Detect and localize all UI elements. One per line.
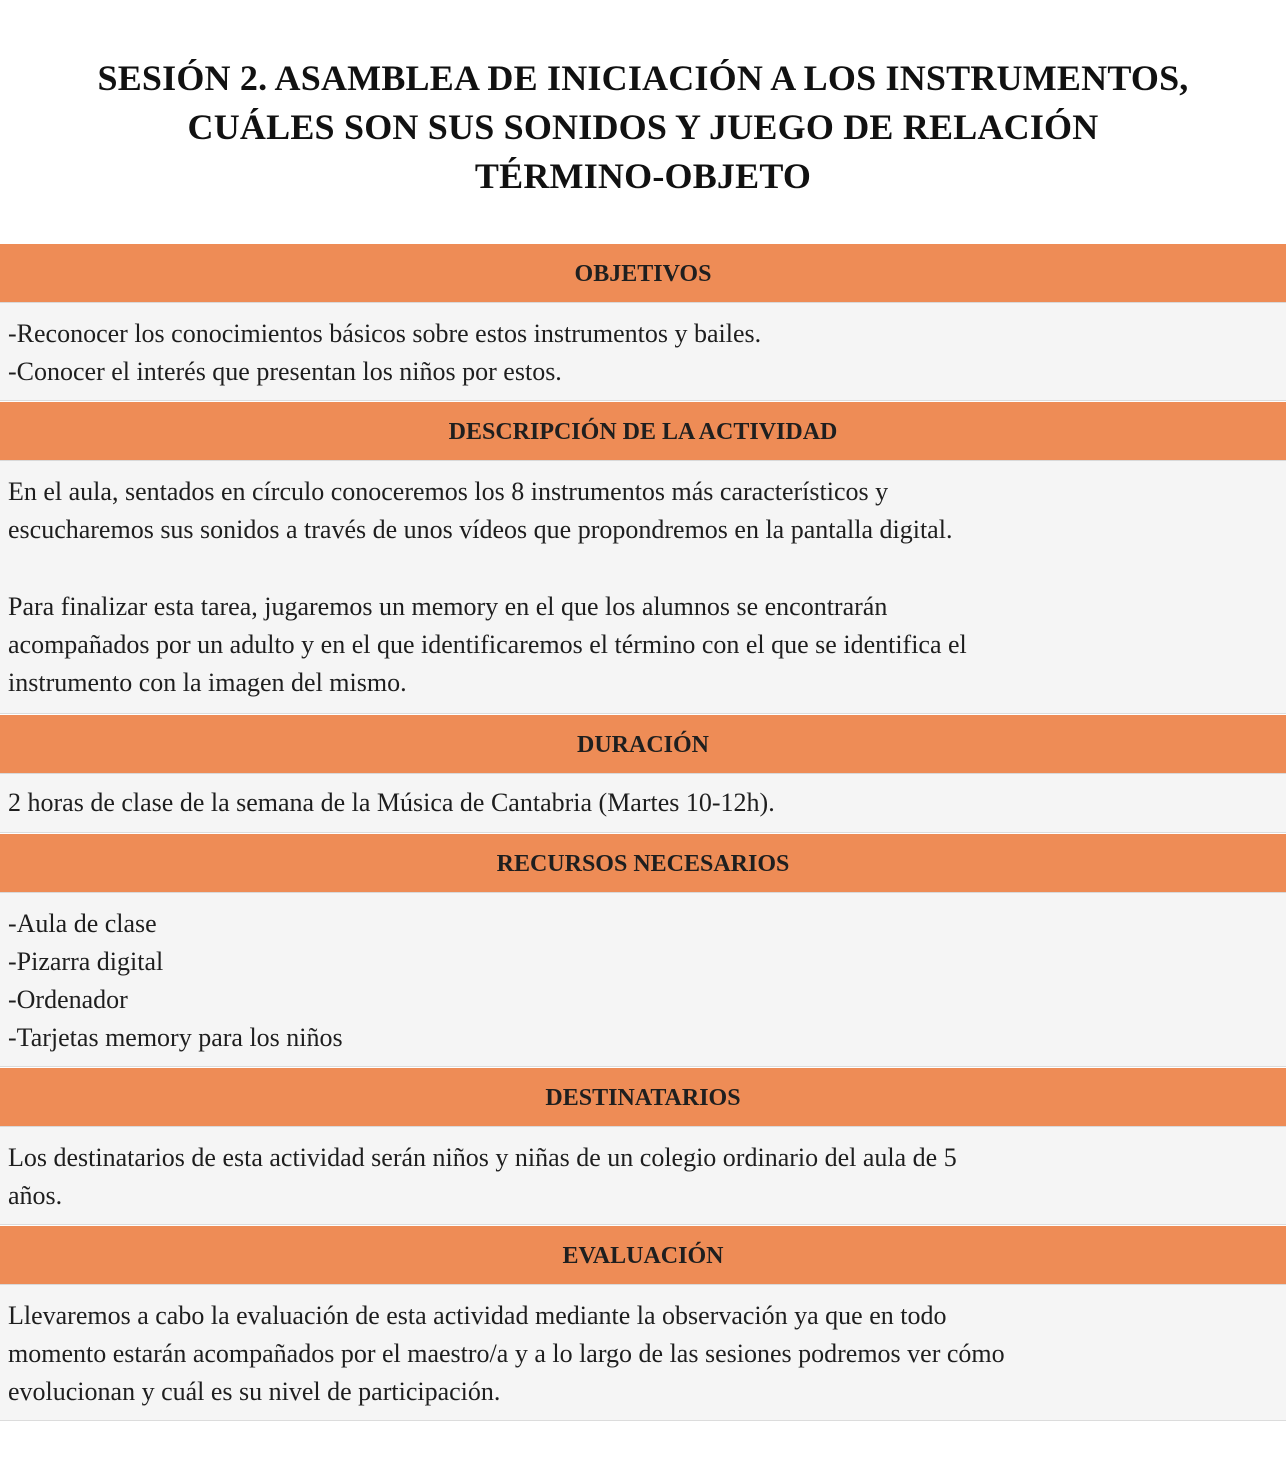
evaluacion-line: Llevaremos a cabo la evaluación de esta actividad mediante la observación ya que en todo [8,1301,947,1330]
recursos-item: -Tarjetas memory para los niños [8,1023,343,1052]
title-line-1: SESIÓN 2. ASAMBLEA DE INICIACIÓN A LOS INSTRUMENTOS, [97,58,1189,98]
descripcion-body [0,461,1286,714]
evaluacion-header: EVALUACIÓN [0,1225,1286,1285]
descripcion-line: Para finalizar esta tarea, jugaremos un memory en el que los alumnos se encontrarán [8,592,888,621]
recursos-header: RECURSOS NECESARIOS [0,833,1286,893]
title-line-3: TÉRMINO-OBJETO [474,156,812,196]
destinatarios-header: DESTINATARIOS [0,1067,1286,1127]
recursos-item: -Ordenador [8,985,128,1014]
evaluacion-line: momento estarán acompañados por el maestro/a y a lo largo de las sesiones podremos ver cómo [8,1339,1005,1368]
recursos-item: -Pizarra digital [8,947,164,976]
descripcion-line: En el aula, sentados en círculo conoceremos los 8 instrumentos más característicos y [8,477,889,506]
objetivos-line: -Reconocer los conocimientos básicos sobre estos instrumentos y bailes. [8,319,762,348]
destinatarios-line: años. [8,1181,63,1210]
duracion-header: DURACIÓN [0,714,1286,774]
recursos-body [0,893,1286,1067]
duracion-body [0,774,1286,833]
destinatarios-body [0,1127,1286,1225]
paragraph-gap [8,549,1278,588]
descripcion-line: acompañados por un adulto y en el que identificaremos el término con el que se identifica el [8,630,967,659]
evaluacion-body [0,1285,1286,1421]
evaluacion-line: evolucionan y cuál es su nivel de participación. [8,1377,501,1406]
session-table [0,243,1286,1421]
objetivos-header: OBJETIVOS [0,243,1286,303]
title-line-2: CUÁLES SON SUS SONIDOS Y JUEGO DE RELACIÓN [187,107,1099,147]
descripcion-header: DESCRIPCIÓN DE LA ACTIVIDAD [0,401,1286,461]
page-title [0,54,1286,201]
duracion-line: 2 horas de clase de la semana de la Música de Cantabria (Martes 10-12h). [8,788,775,817]
recursos-item: -Aula de clase [8,909,157,938]
objetivos-line: -Conocer el interés que presentan los niños por estos. [8,357,562,386]
objetivos-body [0,303,1286,401]
descripcion-line: instrumento con la imagen del mismo. [8,668,407,697]
destinatarios-line: Los destinatarios de esta actividad serán niños y niñas de un colegio ordinario del aula de 5 [8,1143,957,1172]
descripcion-line: escucharemos sus sonidos a través de unos vídeos que propondremos en la pantalla digital. [8,515,953,544]
